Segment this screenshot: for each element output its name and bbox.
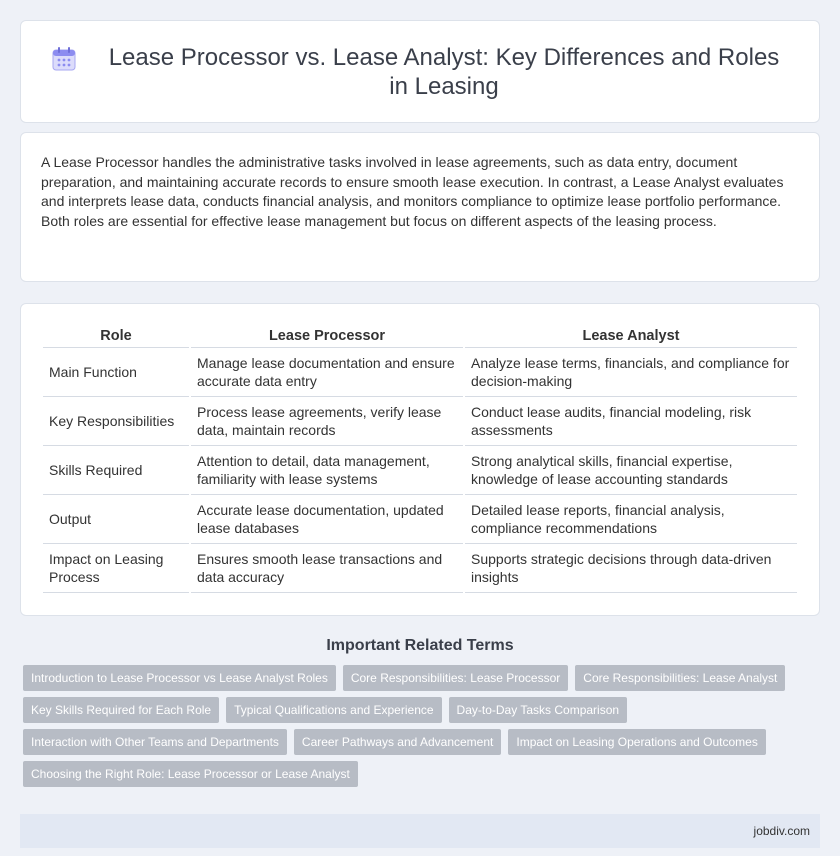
related-tags — [20, 665, 820, 793]
row-label: Output — [43, 495, 189, 544]
table-row — [43, 397, 797, 446]
analyst-cell: Supports strategic decisions through data-driven insights — [465, 544, 797, 593]
calendar-icon — [51, 46, 77, 72]
intro-card — [20, 132, 820, 282]
related-terms-title: Important Related Terms — [326, 637, 514, 654]
related-tag[interactable]: Day-to-Day Tasks Comparison — [449, 697, 628, 723]
related-tag[interactable]: Impact on Leasing Operations and Outcomes — [508, 729, 765, 755]
processor-cell: Ensures smooth lease transactions and data accuracy — [191, 544, 463, 593]
analyst-cell: Analyze lease terms, financials, and compliance for decision-making — [465, 348, 797, 397]
analyst-cell: Strong analytical skills, financial expertise, knowledge of lease accounting standards — [465, 446, 797, 495]
footer-site-link[interactable]: jobdiv.com — [753, 824, 810, 838]
table-row — [43, 348, 797, 397]
intro-text: A Lease Processor handles the administrative tasks involved in lease agreements, such as data entry, document preparation, and maintaining accurate records to ensure smooth lease execution. In contrast, a Lease Analyst evaluates and interprets lease data, conducts financial analysis, and monitors compliance to optimize lease portfolio performance. Both roles are essential for effective lease management but focus on different aspects of the leasing process. — [41, 154, 784, 229]
footer — [20, 814, 820, 848]
header-lease-processor: Lease Processor — [191, 324, 463, 348]
related-tag[interactable]: Introduction to Lease Processor vs Lease Analyst Roles — [23, 665, 336, 691]
analyst-cell: Conduct lease audits, financial modeling, risk assessments — [465, 397, 797, 446]
header-inner — [51, 43, 789, 101]
row-label: Impact on Leasing Process — [43, 544, 189, 593]
row-label: Main Function — [43, 348, 189, 397]
table-row — [43, 495, 797, 544]
processor-cell: Accurate lease documentation, updated lease databases — [191, 495, 463, 544]
related-tag[interactable]: Career Pathways and Advancement — [294, 729, 501, 755]
related-tag[interactable]: Interaction with Other Teams and Departments — [23, 729, 287, 755]
analyst-cell: Detailed lease reports, financial analysis, compliance recommendations — [465, 495, 797, 544]
related-tag[interactable]: Key Skills Required for Each Role — [23, 697, 219, 723]
comparison-table-card — [20, 303, 820, 616]
related-tag[interactable]: Typical Qualifications and Experience — [226, 697, 441, 723]
related-tag[interactable]: Core Responsibilities: Lease Analyst — [575, 665, 785, 691]
header-card — [20, 20, 820, 123]
header-role: Role — [43, 324, 189, 348]
page-title: Lease Processor vs. Lease Analyst: Key Differences and Roles in Leasing — [108, 43, 780, 100]
table-header-row — [43, 324, 797, 348]
comparison-table — [41, 324, 799, 593]
table-row — [43, 446, 797, 495]
related-tag[interactable]: Core Responsibilities: Lease Processor — [343, 665, 568, 691]
row-label: Key Responsibilities — [43, 397, 189, 446]
related-tag[interactable]: Choosing the Right Role: Lease Processor or Lease Analyst — [23, 761, 358, 787]
table-row — [43, 544, 797, 593]
processor-cell: Manage lease documentation and ensure accurate data entry — [191, 348, 463, 397]
processor-cell: Process lease agreements, verify lease data, maintain records — [191, 397, 463, 446]
processor-cell: Attention to detail, data management, familiarity with lease systems — [191, 446, 463, 495]
header-lease-analyst: Lease Analyst — [465, 324, 797, 348]
row-label: Skills Required — [43, 446, 189, 495]
